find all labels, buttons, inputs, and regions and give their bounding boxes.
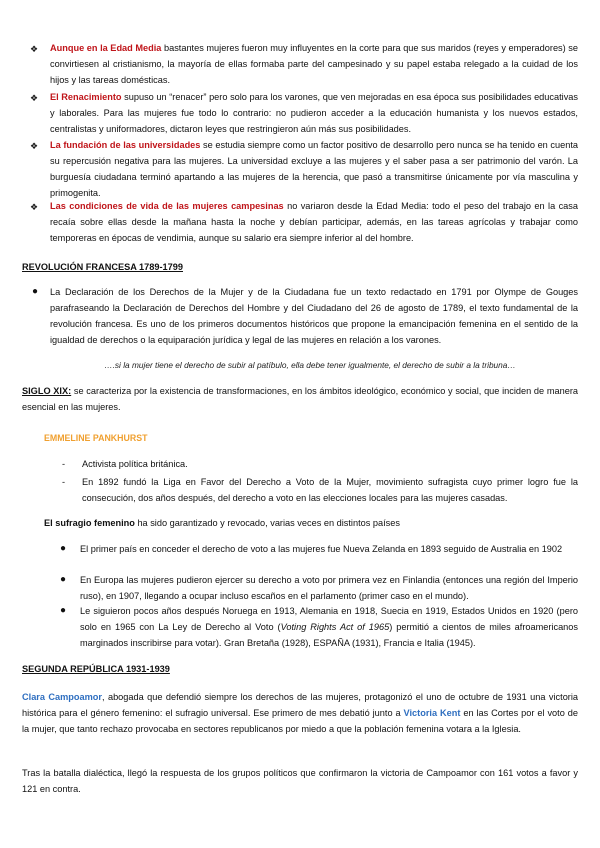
list-item-text: Activista política británica.	[82, 459, 188, 469]
section-heading-republica	[0, 661, 600, 677]
list-item-sufragio-2	[0, 572, 600, 604]
list-item-text	[50, 89, 578, 137]
diamond-bullet-icon: ❖	[30, 44, 39, 54]
list-item-declaracion	[0, 284, 600, 348]
paragraph-text	[22, 689, 578, 737]
list-item-universidades	[0, 137, 600, 201]
diamond-bullet-icon: ❖	[30, 93, 39, 103]
subheading-pankhurst	[0, 430, 600, 446]
text-span: , abogada que defendió siempre los derechos de las mujeres, protagonizó el uno de octubre de 1931 una victoria histórica para el género femenino: el sufragio universal. Ese primero de mes debatió junto a	[22, 692, 579, 718]
list-item-text: El primer país en conceder el derecho de voto a las mujeres fue Nueva Zelanda en 1893 seguido de Australia en 1902	[80, 544, 563, 554]
list-item-edad-media	[0, 40, 600, 88]
paragraph-text: bastantes mujeres fueron muy influyentes en la corte para que sus maridos (reyes y emperadores) se convirtiesen al cristianismo, la mayoría de ellas formaba parte del campesinado y su papel estaba relegado a la cuidad de los hijos y las tareas domésticas.	[50, 43, 578, 85]
bullet-dot-icon: ●	[60, 605, 67, 616]
list-item-text	[80, 603, 578, 651]
highlight-title: Aunque en la Edad Media	[50, 43, 162, 53]
person-name: Victoria Kent	[403, 708, 461, 718]
list-item-text	[50, 137, 578, 201]
section-heading: SEGUNDA REPÚBLICA 1931-1939	[22, 664, 170, 674]
paragraph-text-span: se caracteriza por la existencia de transformaciones, en los ámbitos ideológico, económico y social, que inciden de manera esencial en las mujeres.	[22, 386, 578, 412]
sufragio-intro	[0, 515, 600, 531]
paragraph-text: Tras la batalla dialéctica, llegó la respuesta de los grupos políticos que confirmaron la victoria de Campoamor con 161 votos a favor y 121 en contra.	[22, 768, 578, 794]
section-heading: SIGLO XIX:	[22, 386, 72, 396]
diamond-bullet-icon: ❖	[30, 202, 39, 212]
dash-bullet-icon: -	[62, 477, 66, 487]
bullet-dot-icon: ●	[60, 574, 67, 585]
list-item-sufragio-3	[0, 603, 600, 651]
italic-term: Voting Rights Act of 1965	[280, 622, 390, 632]
list-item-pankhurst-2	[0, 474, 600, 506]
bullet-dot-icon: ●	[60, 543, 67, 554]
text-span: Le siguieron pocos años después Noruega en 1913, Alemania en 1918, Suecia en 1919, Estados Unidos en 1920 (pero solo en 1965 con La Ley de Derecho al Voto (	[80, 606, 578, 632]
paragraph-text: se estudia siempre como un factor positivo de desarrollo pero nunca se ha tenido en cuenta su repercusión negativa para las mujeres. La universidad excluye a las mujeres y el saber pasa a ser patrimonio del varón. La burguesía ciudadana terminó apartando a las mujeres de la herencia, que pasó a transmitirse únicamente por vía masculina y primogenita.	[50, 140, 579, 198]
section-siglo-xix	[0, 383, 600, 415]
paragraph-text	[44, 515, 578, 531]
list-item-text	[50, 40, 578, 88]
list-item-condiciones	[0, 198, 600, 246]
dash-bullet-icon: -	[62, 459, 66, 469]
bold-term: El sufragio femenino	[44, 518, 135, 528]
list-item-sufragio-1	[0, 541, 600, 557]
text-span: en las Cortes por el voto de la mujer, que tanto rechazo provocaba en sectores republicanos por miedo a que la población femenina votara a la Iglesia.	[22, 708, 578, 734]
text-span: ) permitió a cientos de miles afroamericanos marginados inscribirse para votar). Gran Bretaña (1928), ESPAÑA (1931), Francia e Italia (1945).	[80, 622, 578, 648]
quote-block	[0, 357, 600, 373]
list-item-text: En Europa las mujeres pudieron ejercer su derecho a voto por primera vez en Finlandia (entonces una región del Imperio ruso), en 1907, llegando a ocupar incluso escaños en el parlamento (primer caso en el mundo).	[80, 575, 578, 601]
paragraph-text: no variaron desde la Edad Media: todo el peso del trabajo en la casa recaía sobre ellas desde la mañana hasta la noche y debían participar, además, en las tareas agrícolas y trabajar como temporeras en épocas de vendimia, aunque su salario era siempre inferior al del hombre.	[50, 201, 578, 243]
paragraph-campoamor	[0, 689, 600, 737]
list-item-pankhurst-1	[0, 456, 600, 472]
list-item-text: En 1892 fundó la Liga en Favor del Derecho a Voto de la Mujer, movimiento sufragista cuyo primer logro fue la consecución, dos años después, del derecho a voto en las elecciones locales para las mujeres casadas.	[82, 477, 578, 503]
paragraph-text	[22, 383, 578, 415]
person-name: Clara Campoamor	[22, 692, 102, 702]
section-heading: REVOLUCIÓN FRANCESA 1789-1799	[22, 262, 183, 272]
diamond-bullet-icon: ❖	[30, 141, 39, 151]
subheading: EMMELINE PANKHURST	[44, 433, 148, 443]
paragraph-text: supuso un “renacer” pero solo para los varones, que ven mejoradas en esa época sus posibilidades educativas y laborales. Para las mujeres fue todo lo contrario: no pudieron acceder a la educación humanista y los nuevos estados, centralistas y uniformadores, dictaron leyes que restringieron aún más sus posibilidades.	[50, 92, 578, 134]
paragraph-votos	[0, 765, 600, 797]
list-item-renacimiento	[0, 89, 600, 137]
list-item-text	[50, 198, 578, 246]
highlight-title: La fundación de las universidades	[50, 140, 201, 150]
section-heading-revolucion	[0, 259, 600, 275]
bullet-dot-icon: ●	[32, 286, 39, 297]
paragraph-text: La Declaración de los Derechos de la Mujer y de la Ciudadana fue un texto redactado en 1791 por Olympe de Gouges parafraseando la Declaración de Derechos del Hombre y del Ciudadano del 26 de agosto de 1789, el texto fundamental de la revolución francesa. Es uno de los primeros documentos históricos que propone la emancipación femenina en el sentido de la igualdad de derechos o la equiparación jurídica y legal de las mujeres en relación a los varones.	[50, 287, 578, 345]
quote-text: ….si la mujer tiene el derecho de subir al patíbulo, ella debe tener igualmente, el derecho de subir a la tribuna…	[104, 360, 516, 370]
paragraph-text-span: ha sido garantizado y revocado, varias veces en distintos países	[137, 518, 400, 528]
highlight-title: El Renacimiento	[50, 92, 122, 102]
highlight-title: Las condiciones de vida de las mujeres campesinas	[50, 201, 284, 211]
